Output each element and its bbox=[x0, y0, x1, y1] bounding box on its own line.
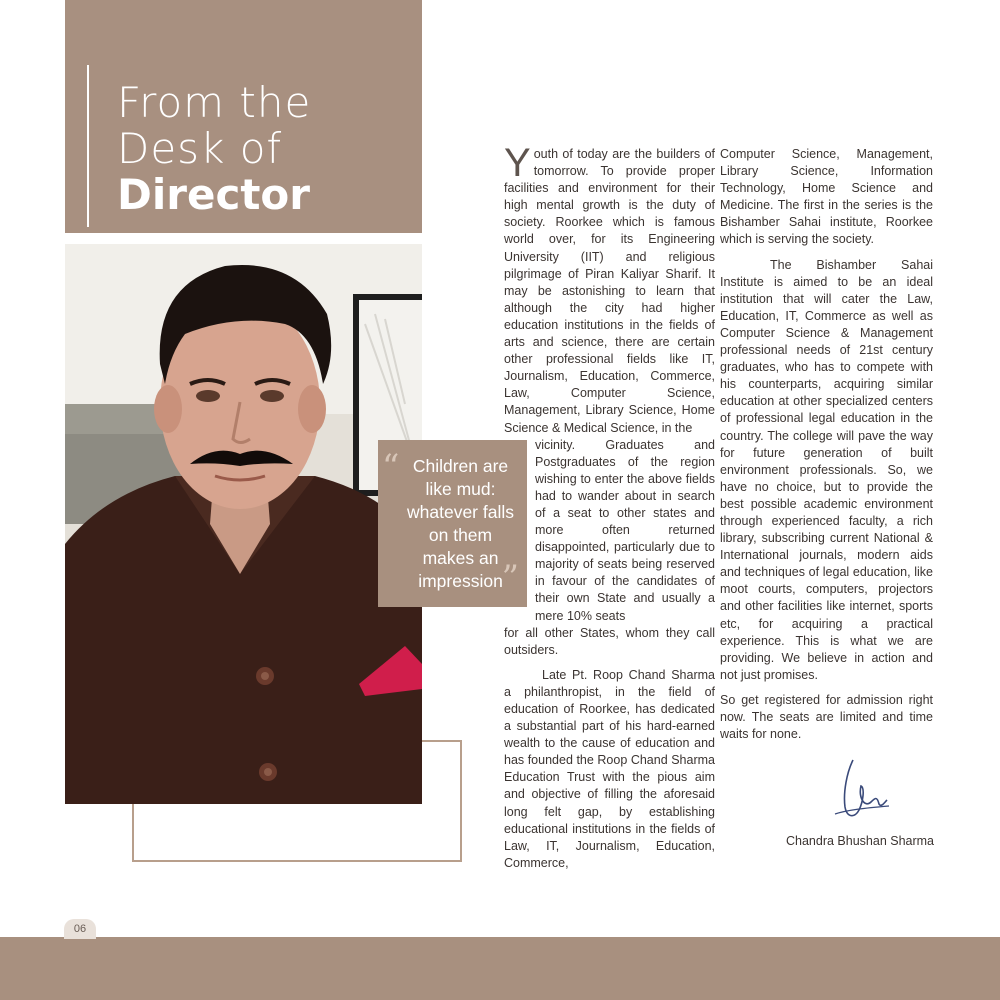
article-column-1 bbox=[501, 141, 715, 872]
article-paragraph-1-lead: outh of today are the builders of tomorrow. To provide proper facilities and environment for their high mental growth is the duty of society. Roorkee which is famous world over, for its Engineering University (IIT) and religious pilgrimage of Piran Kaliyar Sharif. It may be astonishing to learn that although the city had higher education institutions in the fields of arts and science, there are certain other professional fields like IT, Journalism, Education, Commerce, Law, Computer Science, Management, Library Science, Home Science & Medical Science, in the bbox=[504, 147, 715, 435]
article-paragraph-1-continued: vicinity. Graduates and Postgraduates of the region wishing to enter the above fields had to wander about in search of a seat to other states and more often returned disappointed, particularly due to majority of seats being reserved in favour of the candidates of their own State and usually a mere 10% seats bbox=[535, 437, 715, 623]
footer-bar bbox=[0, 937, 1000, 1000]
director-portrait-image bbox=[65, 244, 422, 804]
pull-quote-text: Children are like mud: whatever falls on them makes an impression bbox=[407, 456, 514, 591]
article-paragraph-3: Computer Science, Management, Library Science, Information Technology, Home Science and Medicine. The first in the series is the Bishamber Sahai institute, Roorkee which is serving the society. bbox=[720, 147, 933, 247]
article-paragraph-4: The Bishamber Sahai Institute is aimed to be an ideal institution that will cater the Law, Education, IT, Commerce as well as Computer Science & Management professional needs of 21st century graduates, who has to compete with his counterparts, acquiring similar education at other specialized centers of professional legal education in the country. The college will pave the way for future generation of built environment professionals. So, we have no choice, but to provide the best possible academic environment through experienced faculty, a rich library, subscribing current National & International journals, modern aids and techniques of legal education, like moot courts, computers, projectors and other facilities like internet, sports etc, for acquiring a practical experience. This is what we are providing. We believe in action and not just promises. bbox=[720, 257, 933, 682]
quote-open-mark: “ bbox=[382, 447, 400, 487]
article-paragraph-1 bbox=[504, 141, 715, 437]
page-number: 06 bbox=[64, 919, 96, 939]
page-title-line-1: From the bbox=[117, 78, 312, 127]
article-paragraph-1-tail: for all other States, whom they call outsiders. bbox=[504, 625, 715, 657]
article-column-2 bbox=[720, 146, 933, 743]
signatory-name: Chandra Bhushan Sharma bbox=[786, 834, 935, 848]
quote-close-mark: ” bbox=[501, 558, 519, 598]
title-accent-bar bbox=[87, 65, 89, 227]
title-block bbox=[65, 0, 422, 233]
director-photo bbox=[65, 244, 422, 804]
drop-cap: Y bbox=[504, 141, 531, 185]
page-title-line-3: Director bbox=[117, 170, 310, 219]
pull-quote-float-space bbox=[501, 437, 535, 622]
director-signature bbox=[825, 752, 895, 827]
article-paragraph-5: So get registered for admission right now. The seats are limited and time waits for none. bbox=[720, 692, 933, 742]
page-title-line-2: Desk of bbox=[117, 124, 283, 173]
article-paragraph-2: Late Pt. Roop Chand Sharma a philanthropist, in the field of education of Roorkee, has dedicated a substantial part of his hard-earned wealth to the cause of education and has founded the Roop Chand Sharma Education Trust with the pious aim and objective of filling the aforesaid long felt gap, by establishing educational institutions in the fields of Law, IT, Journalism, Education, Commerce, bbox=[504, 667, 715, 870]
